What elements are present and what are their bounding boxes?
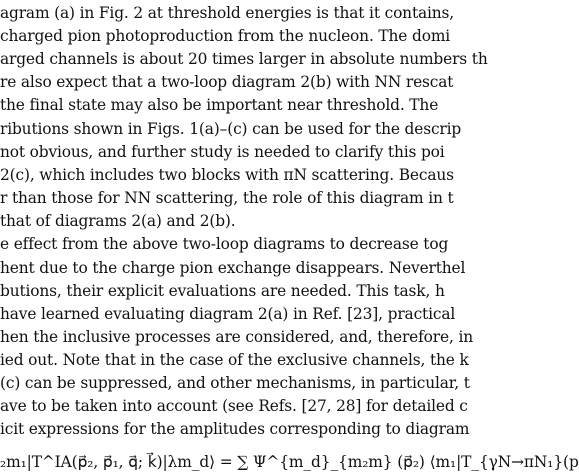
text-line: hen the inclusive processes are considered, and, therefore, in (0, 328, 473, 346)
text-line: re also expect that a two-loop diagram 2(b) with NN rescat (0, 73, 454, 91)
text-line: not obvious, and further study is needed to clarify this poi (0, 143, 445, 161)
text-line: 2(c), which includes two blocks with πN scattering. Becaus (0, 166, 454, 184)
text-line: charged pion photoproduction from the nucleon. The domi (0, 27, 451, 45)
text-line: the final state may also be important near threshold. The (0, 96, 439, 114)
text-line: that of diagrams 2(a) and 2(b). (0, 212, 236, 230)
text-line: ributions shown in Figs. 1(a)–(c) can be used for the descrip (0, 120, 462, 138)
text-line: ied out. Note that in the case of the exclusive channels, the k (0, 351, 469, 369)
equation-line: ₂m₁|T^IA(p⃗₂, p⃗₁, q⃗; k⃗)|λm_d⟩ = ∑ Ψ^{m_d}_{m₂m} (p⃗₂) ⟨m₁|T_{γN→πN₁}(p (0, 453, 579, 471)
text-line: e effect from the above two-loop diagrams to decrease tog (0, 235, 449, 253)
text-line: r than those for NN scattering, the role of this diagram in t (0, 189, 454, 207)
text-line: ave to be taken into account (see Refs. [27, 28] for detailed c (0, 397, 468, 415)
text-line: icit expressions for the amplitudes corresponding to diagram (0, 420, 470, 438)
text-line: arged channels is about 20 times larger in absolute numbers th (0, 50, 488, 68)
text-line: agram (a) in Fig. 2 at threshold energies is that it contains, (0, 4, 455, 22)
text-line: butions, their explicit evaluations are needed. This task, h (0, 282, 445, 300)
text-line: hent due to the charge pion exchange disappears. Neverthel (0, 259, 466, 277)
text-line: have learned evaluating diagram 2(a) in Ref. [23], practical (0, 305, 456, 323)
text-line: (c) can be suppressed, and other mechanisms, in particular, t (0, 374, 470, 392)
